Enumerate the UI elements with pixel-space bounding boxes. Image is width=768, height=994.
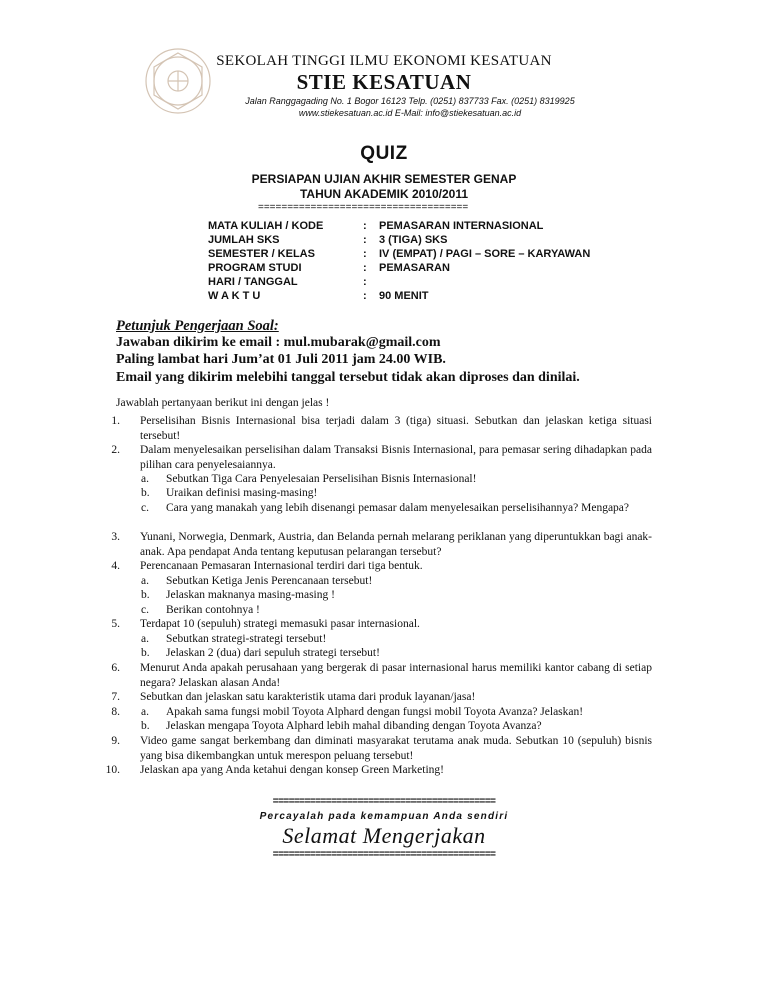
institution-web: www.stiekesatuan.ac.id E-Mail: info@stiekesatuan.ac.id [298,108,522,118]
question-text: Dalam menyelesaikan perselisihan dalam Transaksi Bisnis Internasional, para pemasar sering dihadapkan pada pilihan cara penyelesaiannya. [140,444,652,471]
question-text: Perselisihan Bisnis Internasional bisa terjadi dalam 3 (tiga) situasi. Sebutkan dan jelaskan ketiga situasi tersebut! [140,415,652,442]
info-value: 3 (TIGA) SKS [379,234,448,246]
info-colon: : [363,276,367,288]
question-number: 9. [111,735,120,747]
info-colon: : [363,290,367,302]
info-label: PROGRAM STUDI [208,262,302,274]
sub-question-text: Uraikan definisi masing-masing! [166,487,318,499]
question-text: Perencanaan Pemasaran Internasional terdiri dari tiga bentuk. [140,560,423,572]
academic-year: TAHUN AKADEMIK 2010/2011 [299,187,469,201]
question-number: 1. [111,415,120,427]
question-number: 8. [111,706,120,718]
sub-question-text: Jelaskan mengapa Toyota Alphard lebih mahal dibanding dengan Toyota Avanza? [166,720,542,732]
sub-question-letter: a. [141,575,149,587]
question-text: Sebutkan dan jelaskan satu karakteristik utama dari produk layanan/jasa! [140,691,476,703]
info-label: SEMESTER / KELAS [208,248,315,260]
question-text: Menurut Anda apakah perusahaan yang bergerak di pasar internasional harus memiliki kantor cabang di setiap negara? Jelaskan alasan Anda! [140,662,652,689]
sub-question-letter: b. [141,720,150,732]
institution-short-name: STIE KESATUAN [296,70,472,94]
question-number: 6. [111,662,120,674]
question-text: Jelaskan apa yang Anda ketahui dengan konsep Green Marketing! [140,764,445,776]
question-text: Video game sangat berkembang dan diminati masyarakat terutama anak muda. Sebutkan 10 (sepuluh) bisnis yang bisa dikembangkan untuk merespon peluang tersebut! [140,735,652,762]
institution-address: Jalan Ranggagading No. 1 Bogor 16123 Telp. (0251) 837733 Fax. (0251) 8319925 [245,96,575,106]
sub-question-letter: a. [141,473,149,485]
institution-name: SEKOLAH TINGGI ILMU EKONOMI KESATUAN [216,53,552,69]
info-label: MATA KULIAH / KODE [208,220,324,232]
question-number: 4. [111,560,120,572]
info-colon: : [363,248,367,260]
question-text: Yunani, Norwegia, Denmark, Austria, dan Belanda pernah melarang periklanan yang diperuntukkan bagi anak-anak. Apa pendapat Anda tentang keputusan pelarangan tersebut? [140,531,652,558]
sub-question-text: Sebutkan Ketiga Jenis Perencanaan tersebut! [166,575,373,587]
info-value: PEMASARAN [379,262,450,274]
sub-question-letter: b. [141,647,150,659]
divider-rule: ==================================== [258,202,469,213]
question-number: 2. [111,444,120,456]
info-colon: : [363,234,367,246]
info-label: HARI / TANGGAL [208,276,298,288]
info-label: JUMLAH SKS [208,234,280,246]
info-value: IV (EMPAT) / PAGI – SORE – KARYAWAN [379,248,591,260]
closing-rule-top: ========================================== [272,797,496,808]
page-title: QUIZ [360,143,408,164]
closing-rule-bottom: ========================================== [272,850,496,861]
instruction-late-policy: Email yang dikirim melebihi tanggal tersebut tidak akan diproses dan dinilai. [116,370,580,385]
instruction-email: Jawaban dikirim ke email : mul.mubarak@gmail.com [116,335,441,350]
sub-question-letter: c. [141,604,149,616]
sub-question-letter: b. [141,589,150,601]
question-number: 3. [111,531,120,543]
instruction-deadline: Paling lambat hari Jum’at 01 Juli 2011 jam 24.00 WIB. [116,352,446,367]
sub-question-text: Apakah sama fungsi mobil Toyota Alphard dengan fungsi mobil Toyota Avanza? Jelaskan! [166,706,584,718]
info-value: PEMASARAN INTERNASIONAL [379,220,544,232]
sub-question-text: Berikan contohnya ! [166,604,260,616]
sub-question-text: Cara yang manakah yang lebih disenangi pemasar dalam menyelesaikan perselisihannya? Mengapa? [166,502,630,514]
info-label: W A K T U [208,290,261,302]
question-number: 7. [111,691,120,703]
question-number: 10. [105,764,120,776]
closing-greeting: Selamat Mengerjakan [282,823,486,848]
info-colon: : [363,262,367,274]
sub-question-letter: c. [141,502,149,514]
exam-subtitle: PERSIAPAN UJIAN AKHIR SEMESTER GENAP [251,172,517,186]
sub-question-text: Sebutkan strategi-strategi tersebut! [166,633,327,645]
info-value: 90 MENIT [379,290,429,302]
closing-encouragement: Percayalah pada kemampuan Anda sendiri [259,811,509,822]
info-colon: : [363,220,367,232]
sub-question-letter: a. [141,706,149,718]
sub-question-text: Jelaskan maknanya masing-masing ! [166,589,335,601]
instructions-heading: Petunjuk Pengerjaan Soal: [116,318,279,334]
questions-intro: Jawablah pertanyaan berikut ini dengan jelas ! [116,397,330,409]
sub-question-text: Sebutkan Tiga Cara Penyelesaian Perselisihan Bisnis Internasional! [166,473,477,485]
question-number: 5. [111,618,120,630]
sub-question-text: Jelaskan 2 (dua) dari sepuluh strategi tersebut! [166,647,380,659]
sub-question-letter: b. [141,487,150,499]
sub-question-letter: a. [141,633,149,645]
question-text: Terdapat 10 (sepuluh) strategi memasuki pasar internasional. [140,618,420,630]
